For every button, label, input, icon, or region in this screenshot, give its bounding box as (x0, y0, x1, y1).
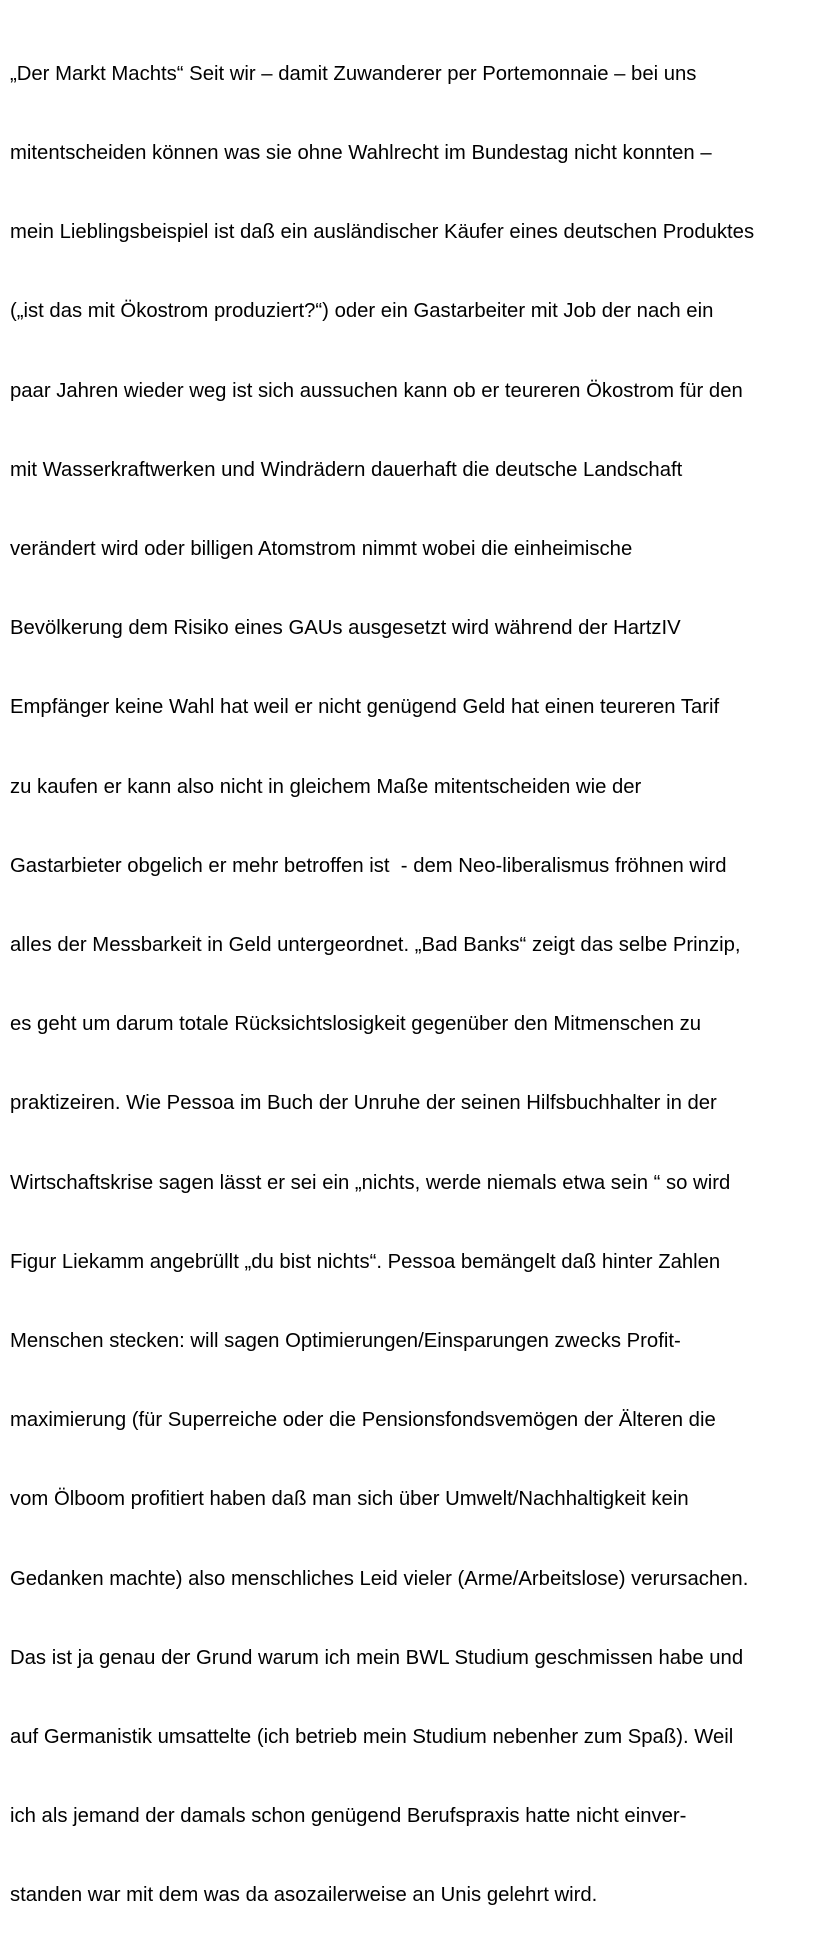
text-line: „Der Markt Machts“ Seit wir – damit Zuwanderer per Portemonnaie – bei uns (10, 62, 697, 85)
text-line: Figur Liekamm angebrüllt „du bist nichts“. Pessoa bemängelt daß hinter Zahlen (10, 1250, 721, 1273)
text-line: Gedanken machte) also menschliches Leid vieler (Arme/Arbeitslose) verursachen. (10, 1567, 749, 1590)
text-line: auf Germanistik umsattelte (ich betrieb mein Studium nebenher zum Spaß). Weil (10, 1726, 734, 1749)
text-line: mein Lieblingsbeispiel ist daß ein ausländischer Käufer eines deutschen Produktes (10, 221, 755, 244)
text-line: alles der Messbarkeit in Geld untergeordnet. „Bad Banks“ zeigt das selbe Prinzip, (10, 934, 741, 957)
text-line: Bevölkerung dem Risiko eines GAUs ausgesetzt wird während der HartzIV (10, 617, 681, 640)
text-line: praktizeiren. Wie Pessoa im Buch der Unruhe der seinen Hilfsbuchhalter in der (10, 1092, 717, 1115)
text-line: Empfänger keine Wahl hat weil er nicht genügend Geld hat einen teureren Tarif (10, 696, 720, 719)
text-line: mitentscheiden können was sie ohne Wahlrecht im Bundestag nicht konnten – (10, 142, 712, 165)
text-line: standen war mit dem was da asozailerweise an Unis gelehrt wird. (10, 1884, 598, 1907)
text-line: es geht um darum totale Rücksichtslosigkeit gegenüber den Mitmenschen zu (10, 1013, 702, 1036)
text-line: verändert wird oder billigen Atomstrom nimmt wobei die einheimische (10, 538, 633, 561)
text-line: zu kaufen er kann also nicht in gleichem Maße mitentscheiden wie der (10, 775, 642, 798)
document-body (10, 8, 810, 1935)
text-line: maximierung (für Superreiche oder die Pensionsfondsvemögen der Älteren die (10, 1409, 716, 1432)
text-line: ich als jemand der damals schon genügend Berufspraxis hatte nicht einver- (10, 1805, 687, 1828)
text-line: mit Wasserkraftwerken und Windrädern dauerhaft die deutsche Landschaft (10, 458, 683, 481)
text-line: Menschen stecken: will sagen Optimierungen/Einsparungen zwecks Profit- (10, 1330, 681, 1353)
text-line: Gastarbieter obgelich er mehr betroffen ist - dem Neo-liberalismus fröhnen wird (10, 854, 727, 877)
text-line: vom Ölboom profitiert haben daß man sich über Umwelt/Nachhaltigkeit kein (10, 1488, 689, 1511)
text-line: („ist das mit Ökostrom produziert?“) oder ein Gastarbeiter mit Job der nach ein (10, 300, 714, 323)
text-line: Das ist ja genau der Grund warum ich mein BWL Studium geschmissen habe und (10, 1646, 744, 1669)
text-line: paar Jahren wieder weg ist sich aussuchen kann ob er teureren Ökostrom für den (10, 379, 743, 402)
text-line: Wirtschaftskrise sagen lässt er sei ein „nichts, werde niemals etwa sein “ so wird (10, 1171, 731, 1194)
